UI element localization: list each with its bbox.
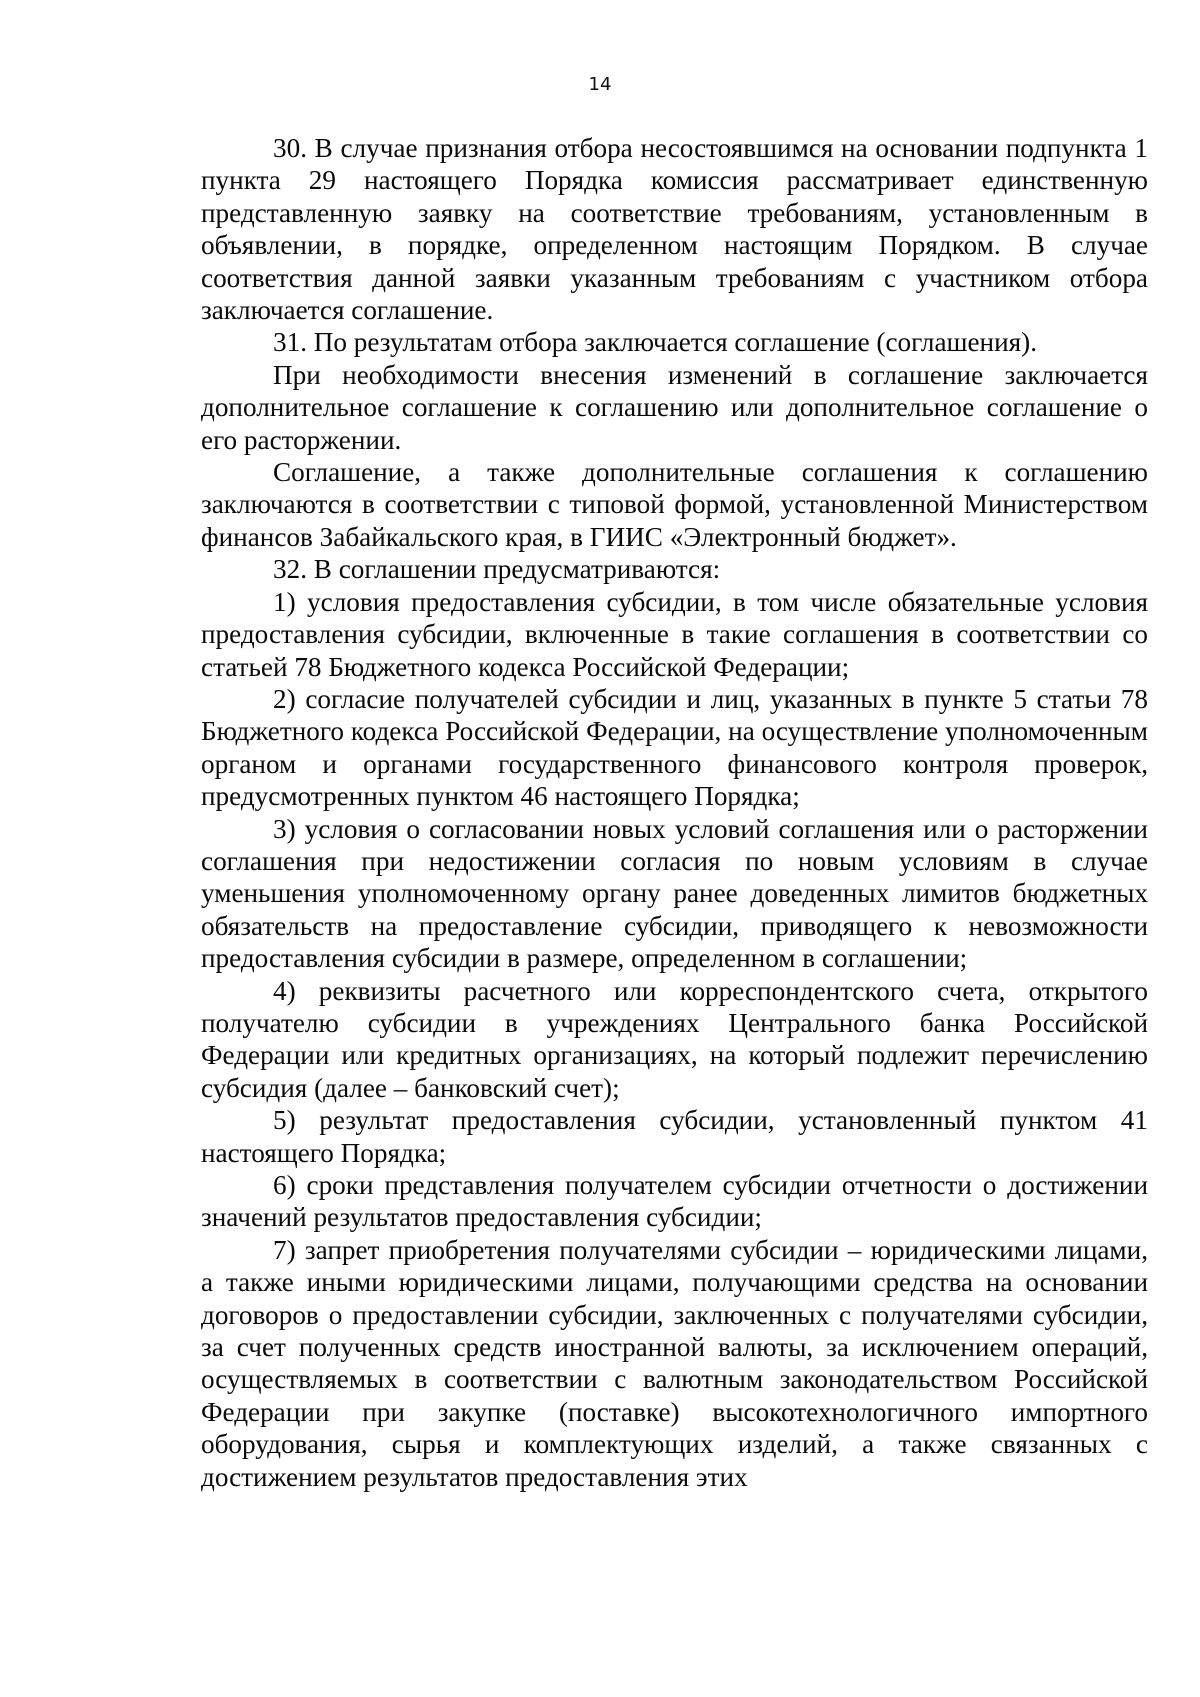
- list-item-4: 4) реквизиты расчетного или корреспондентского счета, открытого получателю субсидии в учреждениях Центрального банка Российской Федерации или кредитных организациях, на который подлежит перечислению субсидия (далее – банковский счет);: [201, 975, 1148, 1103]
- list-item-6: 6) сроки представления получателем субсидии отчетности о достижении значений результатов предоставления субсидии;: [201, 1170, 1148, 1233]
- document-body: [201, 132, 1148, 1493]
- list-item-2: 2) согласие получателей субсидии и лиц, указанных в пункте 5 статьи 78 Бюджетного кодекса Российской Федерации, на осуществление уполномоченным органом и органами государственного финансового контроля проверок, предусмотренных пунктом 46 настоящего Порядка;: [201, 683, 1148, 812]
- page-number: 14: [588, 74, 612, 95]
- paragraph-31: 31. По результатам отбора заключается соглашение (соглашения).: [273, 327, 1038, 358]
- paragraph-32: 32. В соглашении предусматриваются:: [273, 554, 721, 585]
- paragraph-amendments: При необходимости внесения изменений в соглашение заключается дополнительное соглашение к соглашению или дополнительное соглашение о его расторжении.: [201, 359, 1148, 455]
- list-item-5: 5) результат предоставления субсидии, установленный пунктом 41 настоящего Порядка;: [201, 1105, 1148, 1168]
- list-item-1: 1) условия предоставления субсидии, в том числе обязательные условия предоставления субсидии, включенные в такие соглашения в соответствии со статьей 78 Бюджетного кодекса Российской Федерации;: [201, 586, 1148, 682]
- paragraph-30: 30. В случае признания отбора несостоявшимся на основании подпункта 1 пункта 29 настоящего Порядка комиссия рассматривает единственную представленную заявку на соответствие требованиям, установленным в объявлении, в порядке, определенном настоящим Порядком. В случае соответствия данной заявки указанным требованиям с участником отбора заключается соглашение.: [201, 133, 1148, 326]
- paragraph-agreement-form: Соглашение, а также дополнительные соглашения к соглашению заключаются в соответствии с типовой формой, установленной Министерством финансов Забайкальского края, в ГИИС «Электронный бюджет».: [201, 457, 1148, 552]
- list-item-3: 3) условия о согласовании новых условий соглашения или о расторжении соглашения при недостижении согласия по новым условиям в случае уменьшения уполномоченному органу ранее доведенных лимитов бюджетных обязательств на предоставление субсидии, приводящего к невозможности предоставления субсидии в размере, определенном в соглашении;: [201, 813, 1148, 974]
- list-item-7: 7) запрет приобретения получателями субсидии – юридическими лицами, а также иными юридическими лицами, получающими средства на основании договоров о предоставлении субсидии, заключенных с получателями субсидии, за счет полученных средств иностранной валюты, за исключением операций, осуществляемых в соответствии с валютным законодательством Российской Федерации при закупке (поставке) высокотехнологичного импортного оборудования, сырья и комплектующих изделий, а также связанных с достижением результатов предоставления этих: [201, 1234, 1148, 1492]
